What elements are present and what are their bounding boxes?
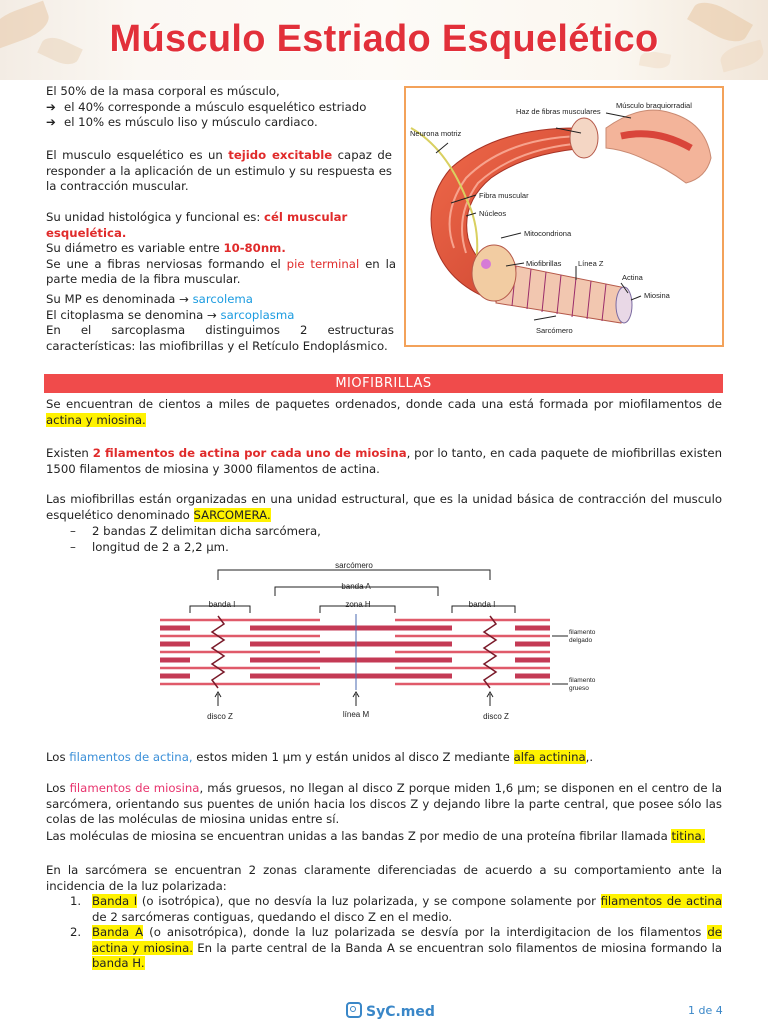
paragraph-actina: Los filamentos de actina, estos miden 1 µm y están unidos al disco Z mediante alfa actinina,. [46, 750, 594, 764]
section-header-miofibrillas: MIOFIBRILLAS [44, 374, 723, 393]
highlight-term: SARCOMERA. [193, 507, 271, 522]
paragraph-titina: Las moléculas de miosina se encuentran unidas a las bandas Z por medio de una proteína fibrilar llamada titina. [46, 829, 706, 843]
highlight-term: tejido excitable [228, 148, 333, 162]
arrow-icon: → [179, 292, 189, 306]
arrow-icon: ➔ [46, 99, 56, 114]
highlight-term: filamentos de actina [600, 894, 722, 908]
label-banda-i-right: banda I [468, 600, 496, 609]
muscle-anatomy-illustration [406, 88, 722, 345]
paragraph-zonas: En la sarcómera se encuentran 2 zonas claramente diferenciadas de acuerdo a su comportamiento ante la incidencia de la luz polarizada: [46, 863, 722, 893]
label-sarcomero: Sarcómero [536, 326, 573, 335]
highlight-term: 2 filamentos de actina por cada uno de miosina [92, 446, 407, 460]
label-braquio: Músculo braquiorradial [616, 101, 692, 110]
footer-brand[interactable]: SyC.med [346, 1002, 435, 1020]
sarcomere-figure [160, 556, 600, 726]
highlight-term: actina y miosina. [46, 412, 146, 427]
highlight-term: sarcolema [192, 292, 253, 306]
label-actina: Actina [622, 273, 643, 282]
label-neurona: Neurona motriz [410, 129, 462, 138]
paragraph-miosina: Los filamentos de miosina, más gruesos, no llegan al disco Z porque miden 1,6 µm; se disponen en el centro de la sarcómera, orientando sus puentes de unión hacia los discos Z y dejando libre la parte central, que posee sólo las colas de las moléculas de miosina unidas entre sí. [46, 781, 723, 826]
label-banda-a: banda A [341, 582, 371, 591]
highlight-term: Banda I [92, 894, 138, 908]
sarcomere-diagram [160, 556, 600, 726]
label-mito: Mitocondriona [524, 229, 572, 238]
label-disco-z-right: disco Z [483, 712, 509, 721]
paragraph-sarcomera: Las miofibrillas están organizadas en una unidad estructural, que es la unidad básica de contracción del musculo esquelético denominado SARCOMERA. [46, 492, 722, 522]
page-number: 1 de 4 [688, 1004, 723, 1017]
label-filamento-grueso: filamento grueso [569, 677, 596, 692]
highlight-term: filamentos de miosina [69, 781, 200, 795]
intro-bullet: ➔ el 10% es músculo liso y músculo cardiaco. [46, 115, 318, 129]
highlight-term: sarcoplasma [220, 307, 295, 322]
list-item-banda-a: 2. Banda A (o anisotrópica), donde la luz polarizada se desvía por la interdigitacion de los filamentos de actina y miosina. En la parte central de la Banda A se encuentran solo filamentos de miosina formando la banda H. [70, 925, 722, 970]
highlight-term: filamentos de actina, [69, 750, 193, 764]
highlight-term: cél muscular esquelética. [46, 210, 348, 240]
label-zona-h: zona H [345, 600, 371, 609]
arrow-icon: → [207, 307, 217, 322]
highlight-term: Banda A [92, 925, 144, 939]
sarcomera-list [70, 524, 670, 555]
label-haz: Haz de fibras musculares [516, 107, 601, 116]
label-nucleos: Núcleos [479, 209, 507, 218]
highlight-term: titina. [671, 829, 706, 843]
label-linea-m: línea M [342, 710, 370, 719]
muscle-anatomy-figure [404, 86, 724, 347]
list-item-banda-i: 1. Banda I (o isotrópica), que no desvía la luz polarizada, y se compone solamente por filamentos de actina de 2 sarcómeras contiguas, quedando el disco Z en el medio. [70, 894, 722, 924]
intro-line: El 50% de la masa corporal es músculo, [46, 84, 280, 98]
paragraph-membrana: Su MP es denominada → sarcolema El citoplasma se denomina → sarcoplasma En el sarcoplasma distinguimos 2 estructuras características: las miofibrillas y el Retículo Endoplásmico. [46, 292, 394, 353]
header-banner [0, 0, 768, 80]
highlight-term: 10-80nm. [223, 241, 286, 255]
paragraph-unidad: Su unidad histológica y funcional es: cél muscular esquelética. Su diámetro es variable entre 10-80nm. Se une a fibras nerviosas formando el pie terminal en la parte media de la fibra muscular. [46, 210, 396, 286]
page-title: Músculo Estriado Esquelético [109, 18, 659, 60]
arrow-icon: ➔ [46, 115, 56, 129]
label-banda-i-left: banda I [208, 600, 236, 609]
label-lineaz: Línea Z [578, 259, 604, 268]
highlight-term: pie terminal [286, 256, 360, 271]
label-fibra: Fibra muscular [479, 191, 529, 200]
intro-block [46, 84, 396, 131]
highlight-term: banda H. [92, 956, 145, 970]
intro-bullet: ➔ el 40% corresponde a músculo esquelético estriado [46, 99, 367, 114]
label-miosina: Miosina [644, 291, 670, 300]
list-item: – 2 bandas Z delimitan dicha sarcómera, [70, 524, 321, 538]
highlight-term: de actina y miosina. [92, 925, 722, 955]
highlight-term: alfa actinina [513, 750, 586, 764]
paragraph-tejido: El musculo esquelético es un tejido excitable capaz de responder a la aplicación de un estimulo y su respuesta es la contracción muscular. [46, 148, 392, 193]
list-item: – longitud de 2 a 2,2 µm. [70, 539, 229, 554]
label-disco-z-left: disco Z [207, 712, 233, 721]
paragraph-miofibrillas-2: Existen 2 filamentos de actina por cada uno de miosina, por lo tanto, en cada paquete de miofibrillas existen 1500 filamentos de miosina y 3000 filamentos de actina. [46, 446, 722, 476]
label-sarcomero: sarcómero [335, 561, 373, 570]
instagram-icon [346, 1002, 362, 1018]
label-miofibrillas: Miofibrillas [526, 259, 562, 268]
label-filamento-delgado: filamento delgado [569, 629, 596, 644]
bands-list [70, 894, 722, 972]
paragraph-miofibrillas-1: Se encuentran de cientos a miles de paquetes ordenados, donde cada una está formada por miofilamentos de actina y miosina. [46, 397, 722, 427]
